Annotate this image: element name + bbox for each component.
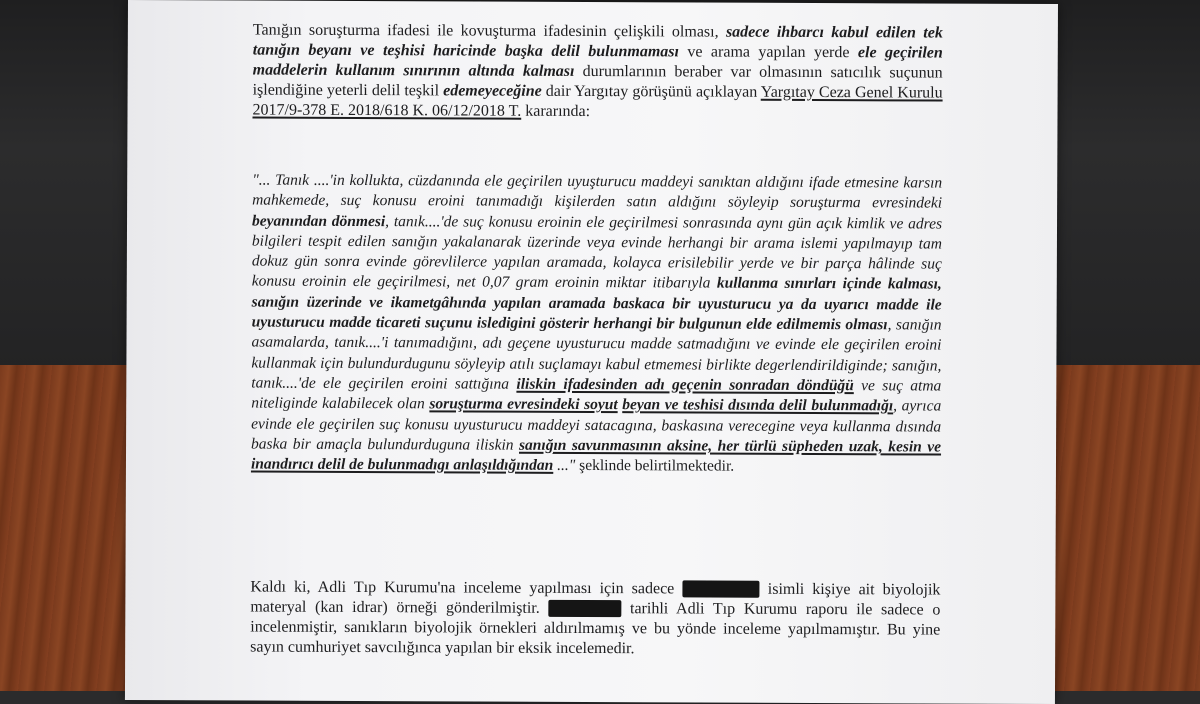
intro-emphasis-1: sadece ihbarcı kabul edilen tek tanığın beyanı ve teşhisi haricinde başka delil bulunmaması xyxy=(252,23,943,61)
redacted-name xyxy=(682,580,759,597)
quote-emphasis-2: kullanma sınırları içinde kalması, sanığın üzerinde ve ikametgâhında yapılan aramada baskaca bir uyusturucu ya da uyarıcı madde ile uyusturucu madde ticareti suçunu isledigini gösterir herhangi bir bulgunun elde edilmemis olması xyxy=(251,275,942,334)
quoted-decision xyxy=(251,171,942,478)
quote-emphasis-4: soruşturma evresindeki soyut xyxy=(429,395,618,414)
quote-emphasis-5: beyan ve teshisi dısında delil bulunmadığı xyxy=(622,396,894,415)
court-decision-reference: Yargıtay Ceza Genel Kurulu 2017/9-378 E. 2018/618 K. 06/12/2018 T. xyxy=(252,83,943,120)
redacted-date xyxy=(548,600,621,617)
paper-sheet xyxy=(125,0,1058,704)
quote-text-1: "... Tanık ....'in kollukta, cüzdanında ele geçirilen uyuşturucu maddeyi sanıktan aldığını ifade etmesine karsın mahkemede, suç konusu eroini tanımadığı kişilerden satın aldığını söyleyip soruşturma evresindeki xyxy=(252,171,943,212)
intro-text-1: Tanığın soruşturma ifadesi ile kovuşturma ifadesinin çelişkili olması, xyxy=(252,21,726,41)
intro-text-5: kararında: xyxy=(521,102,591,121)
quote-text-6: , ayrıca evinde ele geçirilen suç konusu uyusturucu maddeyi satacagına, baskasına verecegine veya kullanma dısında baska bir amaçla bulundurduguna iliskin xyxy=(251,397,942,454)
intro-emphasis-3: edemeyeceğine xyxy=(443,82,542,100)
quote-emphasis-1: beyanından dönmesi xyxy=(252,212,386,230)
forensic-text-3: tarihli Adli Tıp Kurumu raporu ile sadece o incelenmiştir, sanıkların biyolojik örnekleri aldırılmamış ve bu yönde inceleme yapılmamıştır. Bu yine sayın cumhuriyet savcılığınca yapılan bir eksik incelemedir. xyxy=(250,600,941,658)
paragraph-forensic xyxy=(250,578,940,661)
quote-closing: şeklinde belirtilmektedir. xyxy=(575,457,735,475)
quote-emphasis-3: iliskin ifadesinden adı geçenin sonradan döndüğü xyxy=(516,375,854,395)
intro-text-4: dair Yargıtay görüşünü açıklayan xyxy=(541,82,761,101)
quote-text-7: ..." xyxy=(553,457,576,475)
forensic-text-2: isimli kişiye ait biyolojik materyal (kan idrar) örneği gönderilmiştir. xyxy=(250,580,941,617)
intro-emphasis-2: ele geçirilen maddelerin kullanım sınırının altında kalması xyxy=(252,44,943,80)
intro-text-2: ve arama yapılan yerde xyxy=(678,43,858,62)
intro-text-3: durumlarının beraber var olmasının satıcılık suçunun işlendiğine yeterli delil teşkil xyxy=(252,62,943,100)
quote-emphasis-6: sanığın savunmasının aksine, her türlü süpheden uzak, kesin ve inandırıcı delil de bulunmadıgı anlaşıldığından xyxy=(250,436,942,475)
paragraph-intro xyxy=(252,21,942,124)
quote-text-4: ve suç atma niteliginde kalabilecek olan xyxy=(251,377,942,413)
forensic-text-1: Kaldı ki, Adli Tıp Kurumu'na inceleme yapılması için sadece xyxy=(250,578,683,598)
quote-text-2: , tanık....'de suç konusu eroinin ele geçirilmesi sonrasında aynı gün açık kimlik ve adres bilgileri tespit edilen sanığın yakalanarak üzerinde veya evinde herhangi bir arama islemi yapılmayıp tam dokuz gün sonra evinde görevlilerce yapılan aramada, kolayca erisilebilir yerde ve bir parça hâlinde suç konusu eroinin ele geçirilmesi, net 0,07 gram eroinin miktar itibarıyla xyxy=(251,212,943,293)
quote-text-3: , sanığın asamalarda, tanık....'i tanımadığını, adı geçene uyusturucu madde satmadığını ve evinde ele geçirilen eroini kullanmak için bulundurdugunu söyleyip atılı suçlamayı kabul etmemesi birlikte degerlendirildiginde; sanığın, tanık....'de ele geçirilen eroini sattığına xyxy=(251,316,942,393)
